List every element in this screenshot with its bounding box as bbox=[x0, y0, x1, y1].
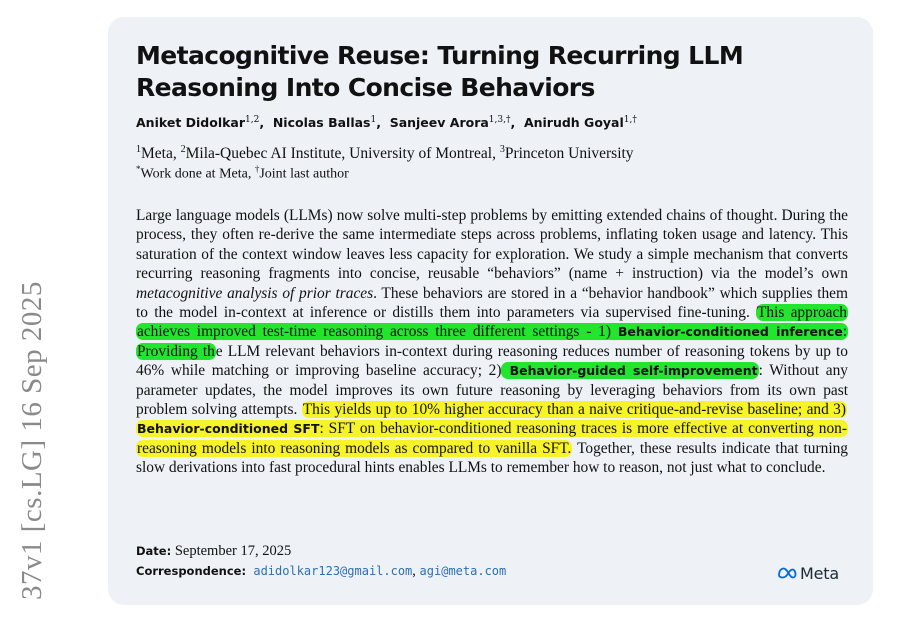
note-star-sup: * bbox=[136, 164, 141, 174]
author-affiliation-sup: 1,2 bbox=[245, 115, 260, 125]
abstract-text: Together, these results indicate that turning slow derivations into fast procedural hints enables LLMs to remember how to reason, not just what to conclude. bbox=[136, 439, 848, 477]
abstract-text: : Without any parameter updates, the model improves its own future reasoning by leveraging behaviors from its own past problem solving attempts. bbox=[136, 362, 848, 419]
author-affiliation-sup: 1,3,† bbox=[488, 115, 511, 125]
author-name: Aniket Didolkar bbox=[136, 115, 246, 131]
date-value: September 17, 2025 bbox=[174, 543, 292, 559]
arxiv-sidebar-stamp: 37v1 [cs.LG] 16 Sep 2025 bbox=[16, 281, 48, 600]
abstract-text: . These behaviors are stored in a “behavior handbook” which supplies them to the model in-context at inference or distills them into parameters via supervised fine-tuning. bbox=[136, 284, 848, 322]
term-behavior-conditioned-inference: Behavior-conditioned inference bbox=[617, 324, 843, 340]
work-note: Work done at Meta, bbox=[140, 166, 255, 182]
correspondence-label: Correspondence: bbox=[136, 564, 247, 578]
abstract bbox=[136, 206, 848, 478]
meta-logo bbox=[777, 563, 839, 583]
email-link-agi[interactable]: agi@meta.com bbox=[419, 564, 507, 578]
abstract-text: e LLM relevant behaviors in-context during reasoning reduces number of reasoning tokens by up to 46% while matching or improving baseline accuracy; 2) bbox=[136, 342, 848, 380]
joint-note: Joint last author bbox=[259, 166, 349, 182]
highlight-text: This approach achieves improved test-time reasoning across three different settings - 1) bbox=[137, 304, 847, 341]
note-dagger-sup: † bbox=[254, 164, 260, 174]
affiliation-text: Meta, bbox=[141, 145, 181, 163]
email-link-adidolkar[interactable]: adidolkar123@gmail.com bbox=[253, 564, 413, 578]
term-behavior-guided-self-improvement: Behavior-guided self-improvement bbox=[502, 363, 758, 379]
affiliation-sup: 2 bbox=[180, 144, 186, 155]
affiliation-text: Mila-Quebec AI Institute, University of Montreal, bbox=[185, 145, 500, 163]
author-affiliation-sup: 1,† bbox=[623, 115, 637, 125]
abstract-emphasis: metacognitive analysis of prior traces bbox=[136, 284, 374, 302]
meta-logo-text: Meta bbox=[800, 563, 839, 583]
author-affiliation-sup: 1 bbox=[370, 115, 377, 125]
affiliation-text: Princeton University bbox=[504, 145, 634, 163]
highlight-text: This yields up to 10% higher accuracy than a naive critique-and-revise baseline; and 3) bbox=[302, 401, 846, 419]
paper-title: Metacognitive Reuse: Turning Recurring LLM Reasoning Into Concise Behaviors bbox=[136, 41, 744, 102]
email-separator: , bbox=[412, 563, 420, 579]
date-label: Date: bbox=[136, 544, 172, 558]
author-name: Sanjeev Arora bbox=[389, 115, 489, 131]
meta-infinity-icon bbox=[777, 567, 797, 579]
author-list: Aniket Didolkar$^{1,2}$, Nicolas Ballas$^1$, Sanjeev Arora$^{1,3,\dagger}$, Anirudh Goyal$^{1,\dagger}$ bbox=[136, 115, 637, 131]
date-line bbox=[136, 543, 291, 560]
affiliation-sup: 1 bbox=[136, 144, 141, 155]
author-notes bbox=[136, 164, 856, 183]
author-name: Nicolas Ballas bbox=[272, 115, 371, 131]
affiliation-sup: 3 bbox=[499, 144, 505, 155]
highlight-text: : Providing th bbox=[137, 323, 847, 360]
green-highlight bbox=[501, 362, 758, 379]
correspondence-line bbox=[136, 563, 506, 580]
abstract-text: Large language models (LLMs) now solve multi-step problems by emitting extended chains of thought. During the process, they often re-derive the same intermediate steps across problems, inflating token usage and latency. This saturation of the context window leaves less capacity for exploration. We study a simple mechanism that converts recurring reasoning fragments into concise, reusable “behaviors” (name + instruction) via the model’s own bbox=[136, 207, 848, 283]
highlight-text: : SFT on behavior-conditioned reasoning traces is more effective at converting non-reasoning models into reasoning models as compared to vanilla SFT. bbox=[137, 420, 848, 457]
term-behavior-conditioned-sft: Behavior-conditioned SFT bbox=[137, 421, 320, 437]
affiliations bbox=[136, 144, 856, 163]
author-name: Anirudh Goyal bbox=[523, 115, 624, 131]
